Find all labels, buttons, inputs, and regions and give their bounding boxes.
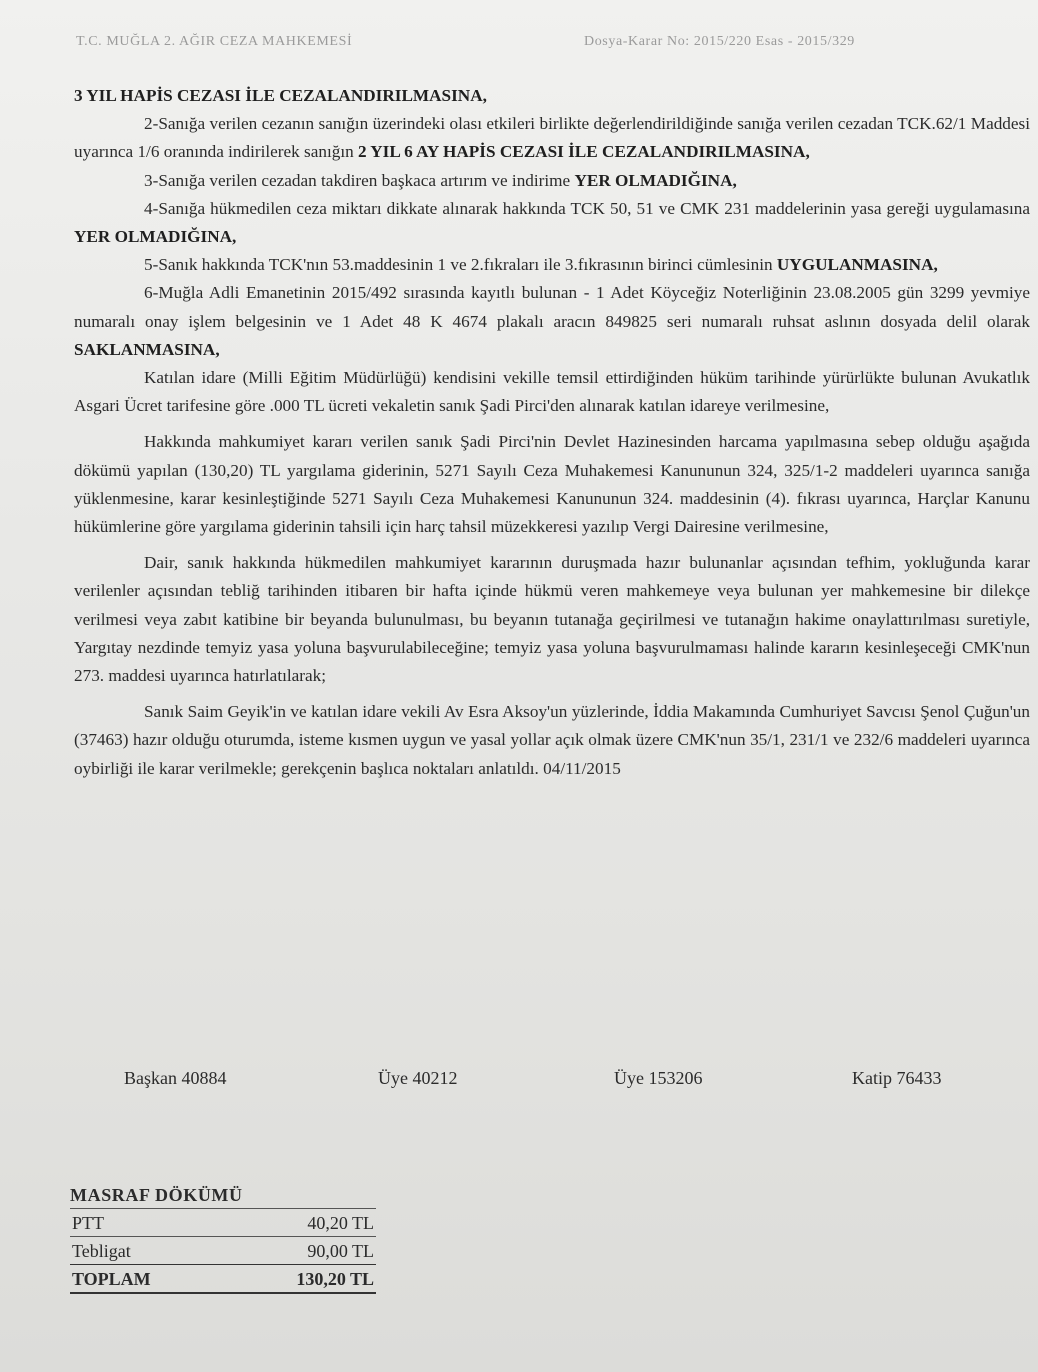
expense-total-label: TOPLAM [70,1265,224,1294]
verdict-paragraph-1-bold: 3 YIL HAPİS CEZASI İLE CEZALANDIRILMASINA, [74,86,487,105]
signature-president: Başkan 40884 [124,1068,227,1088]
case-number: Dosya-Karar No: 2015/220 Esas - 2015/329 [584,34,855,49]
signature-clerk: Katip 76433 [852,1068,942,1088]
verdict-paragraph-3 [74,167,1030,195]
verdict-paragraph-10-text: Sanık Saim Geyik'in ve katılan idare vekili Av Esra Aksoy'un yüzlerinde, İddia Makamında Cumhuriyet Savcısı Şenol Çuğun'un (37463) hazır olduğu oturumda, isteme kısmen uygun ve yasal yollar açık olmak üzere CMK'nun 35/1, 231/1 ve 232/6 maddeleri uyarınca oybirliği ile karar verilmekle; gerekçenin başlıca noktaları anlatıldı. 04/11/2015 [74,702,1030,778]
verdict-paragraph-5-text: 5-Sanık hakkında TCK'nın 53.maddesinin 1 ve 2.fıkraları ile 3.fıkrasının birinci cümlesinin [144,255,777,275]
signature-member-1: Üye 40212 [378,1068,458,1088]
verdict-paragraph-7-text: Katılan idare (Milli Eğitim Müdürlüğü) kendisini vekille temsil ettirdiğinden hüküm tarihinde yürürlükte bulunan Avukatlık Asgari Ücret tarifesine göre .000 TL ücreti vekaletin sanık Şadi Pirci'den alınarak katılan idareye verilmesine, [74,368,1030,416]
verdict-paragraph-9 [74,549,1030,690]
verdict-paragraph-6-text: 6-Muğla Adli Emanetinin 2015/492 sırasında kayıtlı bulunan - 1 Adet Köyceğiz Noterliğinin 23.08.2005 gün 3299 yevmiye numaralı onay işlem belgesinin ve 1 Adet 48 K 4674 plakalı aracın 849825 seri numaralı ruhsat aslının dosyada delil olarak [74,283,1030,331]
verdict-paragraph-6-bold: SAKLANMASINA, [74,339,220,359]
expense-total-row [70,1265,376,1294]
verdict-body [74,82,1030,783]
signature-member-2: Üye 153206 [614,1068,703,1088]
verdict-paragraph-4-bold: YER OLMADIĞINA, [74,227,237,247]
verdict-paragraph-10 [74,698,1030,783]
verdict-paragraph-8-text: Hakkında mahkumiyet kararı verilen sanık Şadi Pirci'nin Devlet Hazinesinden harcama yapılmasına sebep olduğu aşağıda dökümü yapılan (130,20) TL yargılama giderinin, 5271 Sayılı Ceza Muhakemesi Kanununun 324, 325/1-2 maddeleri uyarınca sanığa yüklenmesine, karar kesinleştiğinde 5271 Sayılı Ceza Muhakemesi Kanununun 324. maddesinin (4). fıkrası uyarınca, Harçlar Kanunu hükümlerine göre yargılama giderinin tahsili için harç tahsil müzekkeresi yazılıp Vergi Dairesine verilmesine, [74,432,1030,537]
verdict-paragraph-5 [74,251,1030,279]
verdict-paragraph-5-bold: UYGULANMASINA, [776,255,938,275]
verdict-paragraph-1 [74,82,1030,110]
verdict-paragraph-8 [74,428,1030,541]
verdict-paragraph-2-text: 2-Sanığa verilen cezanın sanığın üzerindeki olası etkileri birlikte değerlendirildiğinde sanığa verilen cezadan TCK.62/1 Maddesi uyarınca 1/6 oranında indirilerek sanığın [74,114,1030,162]
verdict-paragraph-2-bold: 2 YIL 6 AY HAPİS CEZASI İLE CEZALANDIRILMASINA, [357,142,810,162]
table-row [70,1209,376,1237]
verdict-paragraph-9-text: Dair, sanık hakkında hükmedilen mahkumiyet kararının duruşmada hazır bulunanlar açısından tefhim, yokluğunda karar verilenler açısından tebliğ tarihinden itibaren bir hafta içinde hükmü veren mahkemeye veya bulunan yer mahkemesine bir dilekçe verilmesi veya zabıt katibine bir beyanda bulunulması, bu beyanın tutanağa geçirilmesi ve tutanağın hakime onaylattırılması suretiyle, Yargıtay nezdinde temyiz yasa yoluna başvurulabileceğine; temyiz yasa yoluna başvurulmaması halinde kararın kesinleşeceği CMK'nun 273. maddesi uyarınca hatırlatılarak; [74,553,1030,686]
expense-title: MASRAF DÖKÜMÜ [70,1185,243,1205]
verdict-paragraph-6 [74,279,1030,364]
verdict-paragraph-4 [74,195,1030,251]
court-name: T.C. MUĞLA 2. AĞIR CEZA MAHKEMESİ [76,34,353,49]
expense-total-amount: 130,20 TL [224,1265,376,1294]
verdict-paragraph-4-text: 4-Sanığa hükmedilen ceza miktarı dikkate alınarak hakkında TCK 50, 51 ve CMK 231 maddelerinin yasa gereği uygulamasına [144,198,1030,218]
expense-amount: 40,20 TL [224,1209,376,1237]
verdict-paragraph-3-bold: YER OLMADIĞINA, [574,170,737,190]
expense-breakdown [70,1182,376,1294]
verdict-paragraph-7 [74,364,1030,420]
signature-row [0,1068,1038,1094]
expense-amount: 90,00 TL [224,1237,376,1265]
verdict-paragraph-3-text: 3-Sanığa verilen cezadan takdiren başkaca artırım ve indirime [144,170,575,190]
verdict-paragraph-2 [74,110,1030,166]
document-header [76,34,948,56]
expense-label: Tebligat [70,1237,224,1265]
table-row [70,1237,376,1265]
expense-label: PTT [70,1209,224,1237]
expense-table [70,1208,376,1294]
